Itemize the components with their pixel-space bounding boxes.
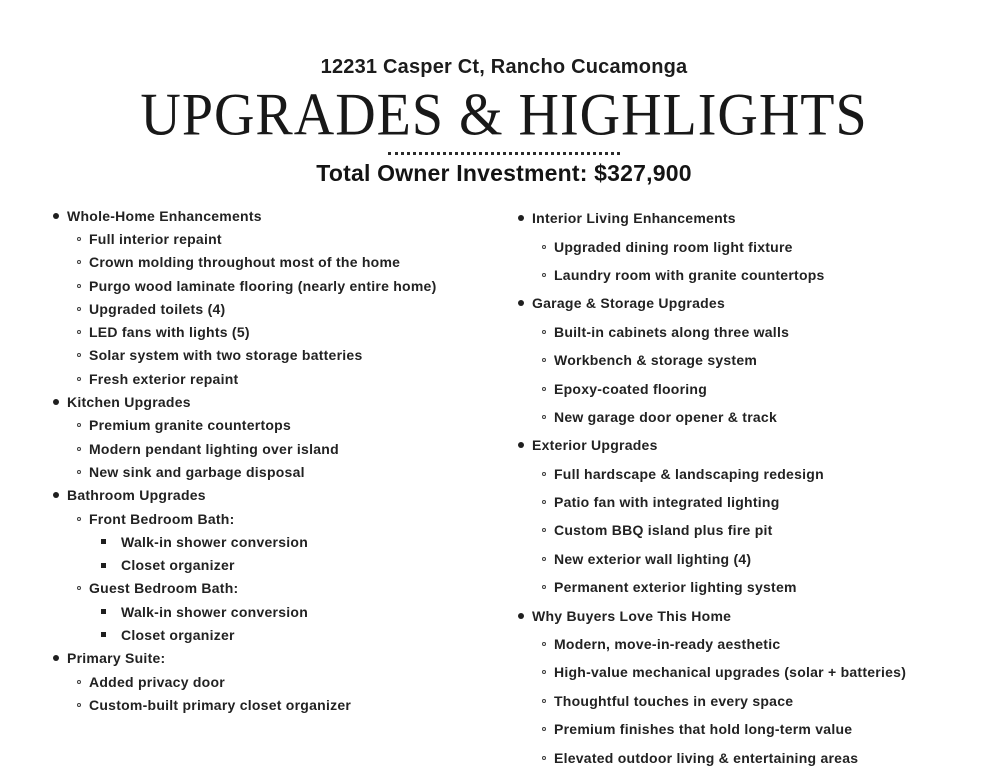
list-item-text: Thoughtful touches in every space (554, 692, 794, 709)
list-item-text: Modern, move-in-ready aesthetic (554, 636, 781, 653)
list-item-text: Full interior repaint (89, 230, 222, 247)
list-item-text: Crown molding throughout most of the home (89, 254, 401, 271)
list-item (53, 320, 518, 343)
circle-bullet-icon (542, 756, 546, 760)
circle-bullet-icon (542, 472, 546, 476)
list-item (53, 670, 518, 693)
list-item (53, 647, 518, 670)
circle-bullet-icon (542, 358, 546, 362)
list-item (518, 516, 998, 544)
list-item-text: Guest Bedroom Bath: (89, 580, 239, 597)
right-column (518, 204, 998, 772)
list-item (53, 274, 518, 297)
list-item (518, 431, 998, 459)
list-item-text: New exterior wall lighting (4) (554, 550, 752, 567)
list-item (518, 204, 998, 232)
list-item (518, 488, 998, 516)
list-item (518, 573, 998, 601)
list-item (518, 658, 998, 686)
list-item-text: Elevated outdoor living & entertaining areas (554, 749, 859, 766)
disc-bullet-icon (518, 300, 524, 306)
list-item-text: Garage & Storage Upgrades (532, 295, 725, 312)
list-item-text: Why Buyers Love This Home (532, 607, 732, 624)
circle-bullet-icon (77, 423, 81, 427)
list-item (518, 715, 998, 743)
circle-bullet-icon (77, 284, 81, 288)
list-item-text: Workbench & storage system (554, 352, 758, 369)
list-item (53, 437, 518, 460)
list-item-text: Built-in cabinets along three walls (554, 323, 790, 340)
list-item-text: Added privacy door (89, 673, 225, 690)
list-item-text: Bathroom Upgrades (67, 487, 206, 504)
upgrade-lists (0, 204, 1008, 772)
list-item-text: Closet organizer (121, 557, 235, 574)
left-column (53, 204, 518, 772)
circle-bullet-icon (542, 585, 546, 589)
disc-bullet-icon (53, 399, 59, 405)
list-item (53, 227, 518, 250)
list-item (518, 232, 998, 260)
list-item (518, 687, 998, 715)
circle-bullet-icon (542, 330, 546, 334)
circle-bullet-icon (77, 680, 81, 684)
circle-bullet-icon (77, 586, 81, 590)
circle-bullet-icon (542, 727, 546, 731)
list-item (53, 204, 518, 227)
list-item-text: Purgo wood laminate flooring (nearly entire home) (89, 277, 437, 294)
circle-bullet-icon (77, 517, 81, 521)
circle-bullet-icon (542, 699, 546, 703)
list-item-text: Epoxy-coated flooring (554, 380, 708, 397)
list-item-text: Premium finishes that hold long-term value (554, 721, 853, 738)
circle-bullet-icon (77, 703, 81, 707)
list-item-text: Premium granite countertops (89, 417, 292, 434)
disc-bullet-icon (518, 442, 524, 448)
list-item-text: New sink and garbage disposal (89, 463, 305, 480)
circle-bullet-icon (542, 273, 546, 277)
list-item (53, 390, 518, 413)
disc-bullet-icon (518, 613, 524, 619)
list-item-text: Permanent exterior lighting system (554, 579, 797, 596)
document-header (0, 0, 1008, 187)
list-item-text: Walk-in shower conversion (121, 533, 308, 550)
disc-bullet-icon (53, 492, 59, 498)
list-item-text: Modern pendant lighting over island (89, 440, 339, 457)
disc-bullet-icon (53, 655, 59, 661)
list-item-text: Fresh exterior repaint (89, 370, 239, 387)
circle-bullet-icon (77, 260, 81, 264)
list-item-text: Interior Living Enhancements (532, 210, 736, 227)
list-item (53, 553, 518, 576)
list-item (53, 251, 518, 274)
square-bullet-icon (101, 632, 106, 637)
list-item-text: Walk-in shower conversion (121, 603, 308, 620)
circle-bullet-icon (77, 470, 81, 474)
list-item-text: Custom-built primary closet organizer (89, 696, 352, 713)
list-item (53, 344, 518, 367)
circle-bullet-icon (542, 387, 546, 391)
list-item (518, 743, 998, 771)
circle-bullet-icon (542, 670, 546, 674)
list-item-text: Custom BBQ island plus fire pit (554, 522, 773, 539)
list-item (53, 460, 518, 483)
list-item (53, 367, 518, 390)
circle-bullet-icon (77, 237, 81, 241)
list-item (518, 289, 998, 317)
page-title: UPGRADES & HIGHLIGHTS (140, 81, 868, 149)
square-bullet-icon (101, 563, 106, 568)
list-item (518, 403, 998, 431)
circle-bullet-icon (542, 245, 546, 249)
list-item (53, 577, 518, 600)
property-address: 12231 Casper Ct, Rancho Cucamonga (320, 56, 688, 78)
square-bullet-icon (101, 539, 106, 544)
list-item (518, 318, 998, 346)
list-item (53, 530, 518, 553)
list-item (518, 460, 998, 488)
list-item (53, 484, 518, 507)
list-item (518, 374, 998, 402)
list-item (518, 545, 998, 573)
list-item-text: LED fans with lights (5) (89, 324, 250, 341)
list-item-text: Primary Suite: (67, 650, 166, 667)
circle-bullet-icon (542, 557, 546, 561)
list-item (518, 630, 998, 658)
list-item-text: Whole-Home Enhancements (67, 207, 262, 224)
square-bullet-icon (101, 609, 106, 614)
list-item (53, 600, 518, 623)
list-item-text: Solar system with two storage batteries (89, 347, 363, 364)
list-item-text: New garage door opener & track (554, 408, 778, 425)
circle-bullet-icon (77, 353, 81, 357)
list-item-text: High-value mechanical upgrades (solar + batteries) (554, 664, 907, 681)
list-item-text: Full hardscape & landscaping redesign (554, 465, 824, 482)
list-item-text: Kitchen Upgrades (67, 394, 191, 411)
dotted-divider (388, 152, 620, 155)
circle-bullet-icon (542, 500, 546, 504)
circle-bullet-icon (542, 642, 546, 646)
investment-subtitle: Total Owner Investment: $327,900 (316, 160, 692, 186)
list-item-text: Exterior Upgrades (532, 437, 658, 454)
circle-bullet-icon (542, 415, 546, 419)
list-item-text: Closet organizer (121, 626, 235, 643)
disc-bullet-icon (518, 215, 524, 221)
list-item (518, 346, 998, 374)
list-item-text: Upgraded dining room light fixture (554, 238, 793, 255)
list-item-text: Upgraded toilets (4) (89, 300, 226, 317)
list-item (518, 601, 998, 629)
list-item-text: Front Bedroom Bath: (89, 510, 235, 527)
list-item (518, 261, 998, 289)
list-item (53, 693, 518, 716)
circle-bullet-icon (77, 307, 81, 311)
list-item (53, 297, 518, 320)
list-item (53, 507, 518, 530)
circle-bullet-icon (542, 528, 546, 532)
circle-bullet-icon (77, 447, 81, 451)
list-item (53, 623, 518, 646)
circle-bullet-icon (77, 330, 81, 334)
list-item-text: Patio fan with integrated lighting (554, 494, 780, 511)
circle-bullet-icon (77, 377, 81, 381)
list-item (53, 414, 518, 437)
list-item-text: Laundry room with granite countertops (554, 266, 825, 283)
disc-bullet-icon (53, 213, 59, 219)
